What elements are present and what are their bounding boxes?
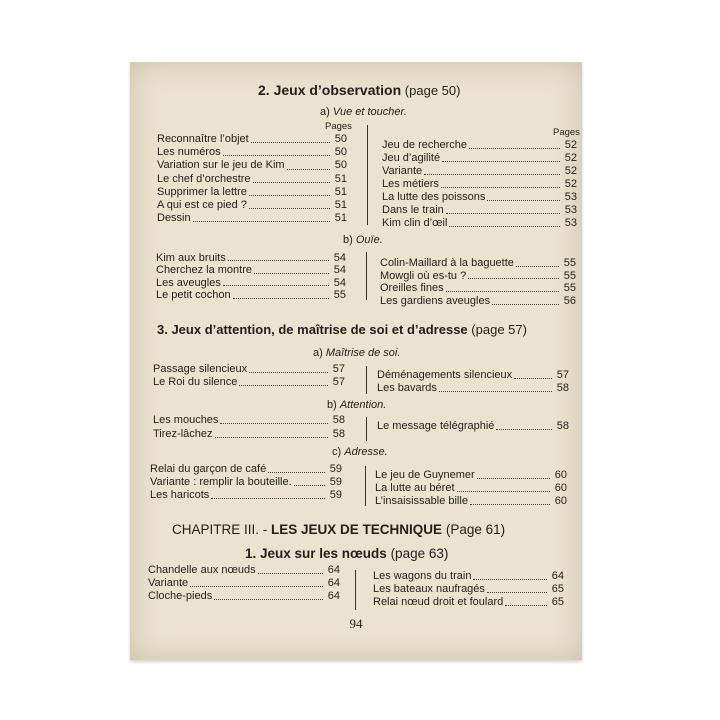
toc-entry (153, 413, 345, 427)
subsection-title (343, 234, 383, 247)
entry-page: 57 (332, 363, 345, 375)
entry-page: 51 (334, 212, 347, 225)
toc-column-right (375, 469, 567, 508)
entry-label: Le chef d’orchestre (157, 172, 251, 185)
dot-leader (487, 592, 547, 593)
toc-entry (382, 152, 577, 165)
entry-page: 52 (564, 139, 577, 151)
entry-label: Passage silencieux (153, 363, 248, 375)
dot-leader (470, 504, 550, 505)
subsection-name: Attention. (339, 399, 387, 411)
toc-entry (153, 376, 345, 389)
toc-entry (148, 577, 340, 590)
page-number: 94 (349, 616, 363, 631)
entry-label: La lutte des poissons (382, 191, 486, 203)
entry-page: 60 (554, 469, 567, 481)
entry-label: Cloche-pieds (148, 590, 213, 602)
dot-leader (193, 221, 330, 222)
toc-entry (375, 495, 567, 508)
entry-page: 65 (551, 583, 564, 595)
entry-page: 54 (333, 276, 346, 289)
toc-column-right (377, 420, 569, 433)
toc-entry (156, 264, 346, 276)
entry-label: Dessin (157, 212, 191, 225)
entry-label: Le message télégraphié (377, 420, 495, 432)
entry-page: 55 (563, 282, 576, 295)
entry-page: 64 (551, 570, 564, 582)
toc-entry (382, 178, 577, 191)
toc-entry (150, 463, 342, 476)
dot-leader (449, 226, 560, 227)
dot-leader (220, 423, 328, 424)
section-page-ref: (page 57) (471, 322, 527, 337)
entry-page: 58 (332, 414, 345, 426)
entry-page: 58 (332, 428, 345, 440)
dot-leader (487, 200, 560, 201)
entry-page: 50 (334, 146, 347, 159)
subsection-title (313, 347, 400, 360)
toc-entry (156, 289, 346, 301)
entry-label: Le jeu de Guynemer (375, 469, 475, 481)
toc-entry (373, 583, 564, 596)
entry-label: Jeu d’agilité (382, 152, 441, 164)
subsection-letter: b) (327, 399, 337, 411)
toc-entry (377, 420, 569, 433)
toc-entry (156, 252, 346, 264)
entry-page: 64 (327, 564, 340, 576)
toc-entry (380, 295, 576, 308)
subsection-letter: c) (332, 446, 342, 458)
entry-label: Les numéros (157, 146, 221, 159)
toc-entry (382, 191, 577, 204)
toc-entry (380, 282, 576, 295)
toc-entry (373, 596, 564, 609)
section-title: 2. Jeux d’observation (258, 82, 402, 98)
entry-page: 52 (564, 178, 577, 190)
toc-column-left (156, 252, 346, 302)
subsection-title (332, 446, 388, 459)
entry-page: 53 (564, 204, 577, 216)
toc-column-right (373, 570, 564, 609)
chapter-page-ref: (Page 61) (445, 522, 506, 537)
entry-page: 55 (563, 257, 576, 269)
toc-entry (153, 363, 345, 376)
entry-label: Les mouches (153, 414, 219, 426)
dot-leader (233, 298, 329, 299)
entry-label: Le petit cochon (156, 289, 231, 302)
entry-page: 60 (554, 482, 567, 494)
dot-leader (239, 385, 328, 386)
dot-leader (294, 485, 325, 486)
toc-entry (156, 277, 346, 289)
entry-label: Mowgli où es-tu ? (380, 269, 467, 282)
entry-label: Les haricots (150, 489, 210, 501)
entry-label: Supprimer la lettre (157, 185, 247, 198)
toc-entry (157, 146, 347, 159)
dot-leader (514, 378, 552, 379)
dot-leader (439, 391, 552, 392)
subsection-name: Vue et toucher. (332, 106, 407, 118)
dot-leader (442, 161, 560, 162)
entry-page: 54 (333, 252, 346, 264)
toc-entry (375, 469, 567, 482)
dot-leader (228, 260, 329, 261)
entry-label: Kim aux bruits (156, 252, 226, 264)
entry-label: Déménagements silencieux (377, 369, 513, 381)
toc-entry (382, 165, 577, 178)
entry-label: Variation sur le jeu de Kim (157, 159, 285, 172)
entry-label: Le Roi du silence (153, 376, 238, 388)
dot-leader (441, 187, 560, 188)
dot-leader (446, 291, 559, 292)
column-divider (355, 570, 356, 610)
column-divider (366, 252, 367, 300)
subsection-name: Adresse. (344, 446, 388, 458)
toc-entry (157, 186, 347, 199)
entry-label: Variante (382, 165, 423, 177)
entry-page: 59 (329, 463, 342, 475)
entry-label: Tirez-lâchez (153, 428, 213, 440)
toc-column-left (153, 363, 345, 389)
toc-entry (375, 482, 567, 495)
entry-label: A qui est ce pied ? (157, 199, 247, 212)
toc-entry (382, 204, 577, 217)
toc-column-right (377, 369, 569, 395)
entry-label: Relai nœud droit et foulard (373, 596, 504, 608)
dot-leader (253, 182, 330, 183)
entry-label: Les bavards (377, 382, 437, 394)
book-page (130, 62, 582, 660)
entry-page: 59 (329, 489, 342, 501)
entry-page: 51 (334, 199, 347, 212)
pages-column-header: Pages (325, 121, 352, 132)
entry-page: 51 (334, 185, 347, 198)
entry-label: Les aveugles (156, 276, 221, 289)
dot-leader (249, 195, 330, 196)
entry-label: Oreilles fines (380, 282, 444, 295)
subsection-name: Ouïe. (355, 234, 383, 246)
column-divider (367, 125, 368, 225)
entry-page: 59 (329, 476, 342, 488)
subsection-title (327, 399, 386, 412)
entry-page: 57 (556, 369, 569, 381)
toc-column-right (380, 257, 576, 308)
dot-leader (223, 155, 330, 156)
entry-page: 52 (564, 152, 577, 164)
dot-leader (249, 208, 330, 209)
toc-column-left (148, 564, 340, 603)
toc-entry (150, 489, 342, 502)
dot-leader (258, 573, 323, 574)
entry-page: 53 (564, 217, 577, 229)
dot-leader (214, 599, 323, 600)
dot-leader (249, 372, 328, 373)
entry-page: 56 (563, 295, 576, 308)
dot-leader (251, 142, 330, 143)
entry-label: Variante : remplir la bouteille. (150, 476, 292, 488)
dot-leader (211, 498, 325, 499)
dot-leader (505, 605, 547, 606)
dot-leader (457, 491, 550, 492)
entry-page: 58 (556, 382, 569, 394)
dot-leader (492, 304, 559, 305)
column-divider (366, 366, 367, 394)
toc-column-left (150, 463, 342, 502)
entry-page: 60 (554, 495, 567, 507)
entry-label: Cherchez la montre (156, 264, 252, 277)
entry-label: Les gardiens aveugles (380, 295, 491, 308)
entry-label: Relai du garçon de café (150, 463, 267, 475)
column-divider (366, 417, 367, 441)
section-page-ref: (page 63) (390, 546, 449, 561)
pages-column-header: Pages (553, 127, 580, 138)
dot-leader (473, 579, 547, 580)
entry-page: 54 (333, 264, 346, 277)
dot-leader (287, 169, 330, 170)
section-title: 3. Jeux d’attention, de maîtrise de soi et d’adresse (157, 322, 468, 337)
entry-page: 50 (334, 159, 347, 172)
toc-entry (380, 257, 576, 270)
section-heading (157, 321, 527, 339)
chapter-heading (172, 521, 505, 539)
dot-leader (223, 285, 329, 286)
toc-column-left (157, 133, 347, 225)
toc-entry (148, 590, 340, 603)
toc-entry (157, 159, 347, 172)
entry-page: 51 (334, 172, 347, 185)
toc-entry (157, 133, 347, 146)
dot-leader (496, 429, 552, 430)
subsection-letter: a) (320, 106, 330, 118)
entry-label: Variante (148, 577, 189, 589)
subsection-letter: a) (313, 347, 323, 359)
toc-column-left (153, 413, 345, 441)
dot-leader (268, 472, 325, 473)
toc-entry (148, 564, 340, 577)
entry-label: Les bateaux naufragés (373, 583, 485, 595)
entry-label: Jeu de recherche (382, 139, 467, 151)
dot-leader (190, 586, 323, 587)
entry-label: Les wagons du train (373, 570, 472, 582)
toc-entry (157, 212, 347, 225)
dot-leader (215, 437, 329, 438)
dot-leader (516, 266, 559, 267)
subsection-title (320, 106, 407, 119)
entry-page: 58 (556, 420, 569, 432)
dot-leader (468, 278, 559, 279)
dot-leader (424, 174, 560, 175)
entry-page: 65 (551, 596, 564, 608)
dot-leader (469, 148, 560, 149)
entry-label: Colin-Maillard à la baguette (380, 257, 514, 269)
entry-page: 57 (332, 376, 345, 388)
toc-entry (380, 270, 576, 283)
subsection-name: Maîtrise de soi. (325, 347, 401, 359)
chapter-title: LES JEUX DE TECHNIQUE (271, 522, 443, 537)
dot-leader (254, 273, 329, 274)
chapter-prefix: CHAPITRE III. - (172, 522, 268, 537)
toc-column-right (382, 139, 577, 230)
subsection-letter: b) (343, 234, 353, 246)
entry-label: Reconnaître l’objet (157, 133, 249, 145)
entry-page: 52 (564, 165, 577, 177)
toc-entry (157, 173, 347, 186)
entry-label: Chandelle aux nœuds (148, 564, 256, 576)
dot-leader (477, 478, 550, 479)
entry-label: L’insaisissable bille (375, 495, 468, 507)
toc-entry (153, 427, 345, 441)
dot-leader (446, 213, 560, 214)
entry-page: 53 (564, 191, 577, 203)
column-divider (365, 466, 366, 506)
section-page-ref: (page 50) (404, 83, 461, 98)
entry-page: 50 (334, 133, 347, 145)
toc-entry (377, 369, 569, 382)
section-heading (258, 81, 460, 100)
toc-entry (373, 570, 564, 583)
toc-entry (382, 217, 577, 230)
entry-label: Kim clin d’œil (382, 217, 448, 229)
section-heading (245, 545, 448, 563)
toc-entry (377, 382, 569, 395)
entry-label: Les métiers (382, 178, 439, 190)
section-title: 1. Jeux sur les nœuds (245, 546, 387, 561)
entry-page: 55 (563, 269, 576, 282)
entry-page: 64 (327, 590, 340, 602)
toc-entry (150, 476, 342, 489)
entry-page: 64 (327, 577, 340, 589)
entry-label: La lutte au béret (375, 482, 455, 494)
toc-entry (157, 199, 347, 212)
toc-entry (382, 139, 577, 152)
entry-label: Dans le train (382, 204, 444, 216)
entry-page: 55 (333, 289, 346, 302)
